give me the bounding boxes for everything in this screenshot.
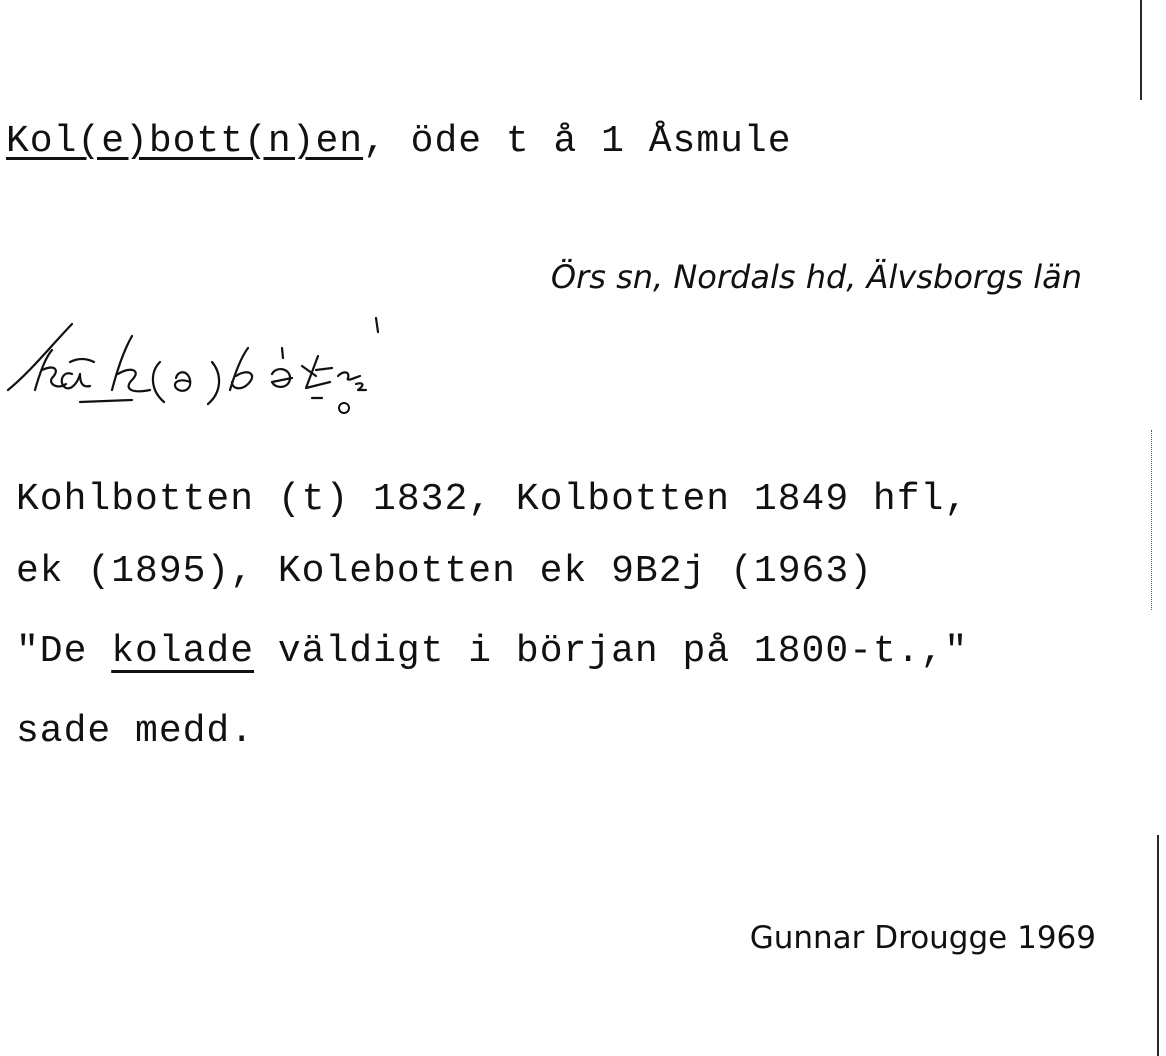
card-edge-line-bottom	[1157, 835, 1159, 1056]
card-edge-dots	[1151, 430, 1153, 610]
attestation-line-2: ek (1895), Kolebotten ek 9B2j (1963)	[16, 550, 873, 593]
headword: Kol(e)bott(n)en	[6, 120, 364, 163]
card-heading	[6, 120, 792, 163]
quote-start: "De	[16, 630, 112, 673]
quote-line	[16, 630, 968, 673]
quote-attribution: sade medd.	[16, 710, 255, 753]
underlined-word: kolade	[111, 630, 255, 673]
quote-end: väldigt i början på 1800-t.,"	[254, 630, 969, 673]
location-line: Örs sn, Nordals hd, Älvsborgs län	[550, 258, 1082, 296]
author-signature: Gunnar Drougge 1969	[749, 920, 1096, 956]
card-edge-line-top	[1140, 0, 1142, 100]
headword-description: , öde t å 1 Åsmule	[363, 120, 792, 163]
handwritten-phonetic-transcription	[0, 312, 530, 422]
attestation-line-1: Kohlbotten (t) 1832, Kolbotten 1849 hfl,	[16, 478, 969, 521]
